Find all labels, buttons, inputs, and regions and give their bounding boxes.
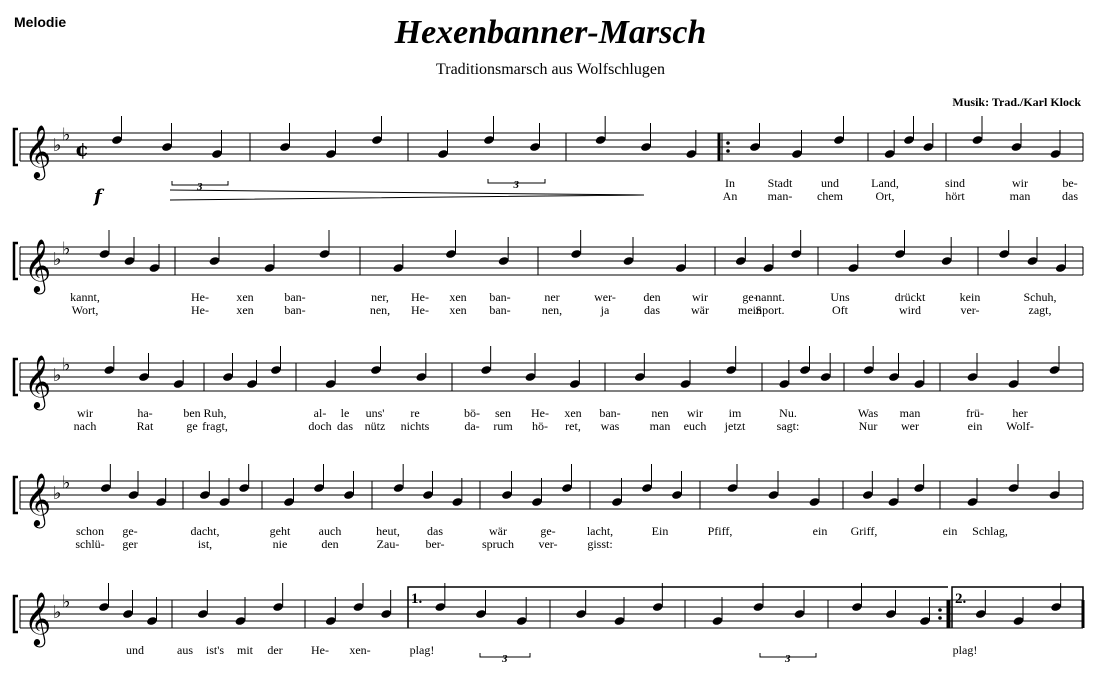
lyric-syllable-verse1: her (1012, 406, 1028, 420)
lyric-syllable-verse2: ist, (197, 537, 213, 551)
lyric-syllable-verse1: kein (959, 290, 981, 304)
lyric-syllable-verse2: hört (945, 189, 965, 203)
lyric-syllable-verse2: das (1062, 189, 1078, 203)
lyric-syllable-verse1: ist's (205, 643, 225, 657)
lyric-syllable-verse1: xen (236, 290, 254, 304)
lyric-syllable-verse1: bö- (464, 406, 480, 420)
lyric-syllable-verse2: gisst: (587, 537, 613, 551)
lyric-syllable-verse2: wird (899, 303, 921, 317)
lyric-syllable-verse2: Wolf- (1006, 419, 1034, 433)
lyric-syllable-verse1: lacht, (586, 524, 614, 538)
lyric-syllable-verse1: sind (944, 176, 966, 190)
lyric-syllable-verse2: euch (683, 419, 707, 433)
lyric-syllable-verse2: ban- (284, 303, 306, 317)
treble-clef-icon: 𝄞 (24, 591, 52, 645)
lyric-syllable-verse2: An (722, 189, 738, 203)
system-bracket (14, 243, 18, 279)
treble-clef-icon: 𝄞 (24, 354, 52, 408)
triplet-number: 3 (197, 181, 203, 193)
part-label: Melodie (14, 14, 67, 30)
lyric-syllable-verse2: ge (186, 419, 198, 433)
lyric-syllable-verse1: ban- (489, 290, 511, 304)
lyric-syllable-verse2: xen (236, 303, 254, 317)
lyric-syllable-verse1: im (728, 406, 742, 420)
lyric-syllable-verse2: ver- (538, 537, 558, 551)
lyric-syllable-verse1: wir (687, 406, 703, 420)
lyric-syllable-verse2: Oft (832, 303, 848, 317)
lyric-syllable-verse2: man (1009, 189, 1031, 203)
lyric-syllable-verse2: wer (901, 419, 919, 433)
lyric-syllable-verse2: den (321, 537, 339, 551)
triplet-number: 3 (785, 653, 791, 665)
lyric-syllable-verse2: Rat (136, 419, 154, 433)
lyric-syllable-verse1: xen- (349, 643, 371, 657)
lyric-syllable-verse1: xen (449, 290, 467, 304)
lyric-syllable-verse2: Ort, (875, 189, 895, 203)
lyric-syllable-verse1: ner, (371, 290, 389, 304)
lyric-syllable-verse2: Wort, (71, 303, 99, 317)
lyric-syllable-verse1: He- (531, 406, 549, 420)
lyric-syllable-verse2: He- (411, 303, 429, 317)
flat-icon: ♭ (53, 135, 62, 156)
lyric-syllable-verse1: ban- (284, 290, 306, 304)
flat-icon: ♭ (53, 483, 62, 504)
composer-credit: Musik: Trad./Karl Klock (952, 95, 1081, 109)
lyric-syllable-verse1: Ein (651, 524, 669, 538)
lyric-syllable-verse1: aus (177, 643, 193, 657)
lyric-syllable-verse1: geht (269, 524, 291, 538)
flat-icon: ♭ (53, 365, 62, 386)
lyric-syllable-verse2: nütz (364, 419, 386, 433)
lyric-syllable-verse2: da- (464, 419, 480, 433)
lyric-syllable-verse1: das (427, 524, 443, 538)
lyric-syllable-verse2: He- (191, 303, 209, 317)
lyric-syllable-verse1: Schuh, (1023, 290, 1057, 304)
lyric-syllable-verse2: das (337, 419, 353, 433)
lyric-syllable-verse1: He- (411, 290, 429, 304)
volta-2-label: 2. (955, 591, 967, 607)
lyric-syllable-verse1: ban- (599, 406, 621, 420)
lyric-syllable-verse1: ben (183, 406, 201, 420)
cut-time-icon: ¢ (75, 137, 89, 161)
lyric-syllable-verse2: schlü- (75, 537, 105, 551)
lyric-syllable-verse1: auch (318, 524, 342, 538)
lyric-syllable-verse1: re (410, 406, 420, 420)
flat-icon: ♭ (62, 354, 71, 376)
lyric-syllable-verse1: plag! (409, 643, 435, 657)
lyric-syllable-verse1: ha- (137, 406, 153, 420)
system-bracket (14, 596, 18, 632)
lyric-syllable-verse2: chem (817, 189, 843, 203)
lyric-syllable-verse2: mein (738, 303, 762, 317)
lyric-syllable-verse2: wär (691, 303, 709, 317)
lyric-syllable-verse2: ban- (489, 303, 511, 317)
lyric-syllable-verse2: man (649, 419, 671, 433)
lyric-syllable-verse1: und (126, 643, 144, 657)
lyric-syllable-verse2: ret, (565, 419, 581, 433)
lyric-syllable-verse1: und (821, 176, 839, 190)
lyric-syllable-verse1: Land, (871, 176, 899, 190)
lyric-syllable-verse2: Sport. (755, 303, 785, 317)
lyric-syllable-verse1: der (267, 643, 283, 657)
lyric-syllable-verse1: Stadt (767, 176, 793, 190)
lyric-syllable-verse1: dacht, (190, 524, 220, 538)
lyric-syllable-verse1: Pfiff, (707, 524, 733, 538)
repeat-dot (726, 149, 730, 153)
lyric-syllable-verse1: He- (191, 290, 209, 304)
lyric-syllable-verse1: wir (77, 406, 93, 420)
lyric-syllable-verse1: ein (812, 524, 828, 538)
lyric-syllable-verse1: al- (313, 406, 327, 420)
lyric-syllable-verse2: spruch (482, 537, 514, 551)
lyric-syllable-verse2: nichts (400, 419, 430, 433)
lyric-syllable-verse1: den (643, 290, 661, 304)
triplet-number: 3 (502, 653, 508, 665)
lyric-syllable-verse1: wir (1012, 176, 1028, 190)
lyric-syllable-verse1: ge- (540, 524, 556, 538)
flat-icon: ♭ (53, 249, 62, 270)
lyric-syllable-verse1: In (725, 176, 735, 190)
treble-clef-icon: 𝄞 (24, 238, 52, 292)
lyric-syllable-verse2: nen, (541, 303, 563, 317)
triplet-number: 3 (513, 179, 519, 191)
score-title: Hexenbanner-Marsch (394, 14, 707, 51)
lyric-syllable-verse2: ver- (960, 303, 980, 317)
lyric-syllable-verse2: nach (73, 419, 97, 433)
lyric-syllable-verse1: nen (651, 406, 669, 420)
lyric-syllable-verse1: Griff, (850, 524, 878, 538)
lyric-syllable-verse2: sagt: (776, 419, 800, 433)
lyric-syllable-verse1: frü- (966, 406, 984, 420)
lyric-syllable-verse2: ger (122, 537, 138, 551)
flat-icon: ♭ (53, 602, 62, 623)
lyric-syllable-verse2: Zau- (376, 537, 400, 551)
system-bracket (14, 359, 18, 395)
flat-icon: ♭ (62, 472, 71, 494)
lyric-syllable-verse2: jetzt (724, 419, 746, 433)
lyric-syllable-verse2: ein (967, 419, 983, 433)
lyric-syllable-verse1: wir (692, 290, 708, 304)
lyric-syllable-verse1: Ruh, (203, 406, 227, 420)
lyric-syllable-verse1: ner (544, 290, 560, 304)
lyric-syllable-verse1: xen (564, 406, 582, 420)
lyric-syllable-verse1: Was (857, 406, 879, 420)
lyric-syllable-verse1: He- (311, 643, 329, 657)
lyric-syllable-verse2: doch (308, 419, 332, 433)
lyric-syllable-verse1: plag! (952, 643, 978, 657)
repeat-dot (938, 616, 942, 620)
repeat-dot (726, 141, 730, 145)
flat-icon: ♭ (62, 124, 71, 146)
lyric-syllable-verse1: be- (1062, 176, 1078, 190)
lyric-syllable-verse1: sen (495, 406, 511, 420)
treble-clef-icon: 𝄞 (24, 472, 52, 526)
lyric-syllable-verse1: wär (489, 524, 507, 538)
lyric-syllable-verse1: wer- (594, 290, 616, 304)
lyric-syllable-verse2: man- (767, 189, 793, 203)
treble-clef-icon: 𝄞 (24, 124, 52, 178)
score-subtitle: Traditionsmarsch aus Wolfschlugen (436, 61, 665, 78)
decrescendo-hairpin (170, 190, 644, 200)
lyric-syllable-verse1: ge- (122, 524, 138, 538)
lyric-syllable-verse1: Schlag, (972, 524, 1008, 538)
lyric-syllable-verse2: nen, (369, 303, 391, 317)
volta-1-label: 1. (411, 591, 423, 607)
dynamic-forte: f (94, 186, 102, 207)
lyric-syllable-verse2: nie (272, 537, 288, 551)
lyric-syllable-verse1: kannt, (70, 290, 100, 304)
system-bracket (14, 129, 18, 165)
lyric-syllable-verse1: schon (76, 524, 104, 538)
lyric-syllable-verse1: nannt. (755, 290, 785, 304)
lyric-syllable-verse1: Nu. (779, 406, 797, 420)
lyric-syllable-verse2: zagt, (1028, 303, 1052, 317)
lyric-syllable-verse1: man (899, 406, 921, 420)
lyric-syllable-verse1: ge- (742, 290, 758, 304)
system-bracket (14, 477, 18, 513)
lyric-syllable-verse1: le (340, 406, 350, 420)
lyric-syllable-verse2: fragt, (202, 419, 228, 433)
lyric-syllable-verse1: heut, (376, 524, 400, 538)
flat-icon: ♭ (62, 238, 71, 260)
lyric-syllable-verse1: Uns (830, 290, 850, 304)
lyric-syllable-verse2: rum (493, 419, 513, 433)
lyric-syllable-verse2: Nur (858, 419, 878, 433)
lyric-syllable-verse2: das (644, 303, 660, 317)
lyric-syllable-verse1: uns' (365, 406, 385, 420)
flat-icon: ♭ (62, 591, 71, 613)
lyric-syllable-verse2: hö- (532, 419, 548, 433)
lyric-syllable-verse2: xen (449, 303, 467, 317)
lyric-syllable-verse2: ber- (425, 537, 445, 551)
lyric-syllable-verse2: ja (600, 303, 610, 317)
lyric-syllable-verse1: mit (236, 643, 254, 657)
lyric-syllable-verse1: ein (942, 524, 958, 538)
repeat-dot (938, 608, 942, 612)
lyric-syllable-verse1: drückt (894, 290, 926, 304)
lyric-syllable-verse2: was (600, 419, 620, 433)
